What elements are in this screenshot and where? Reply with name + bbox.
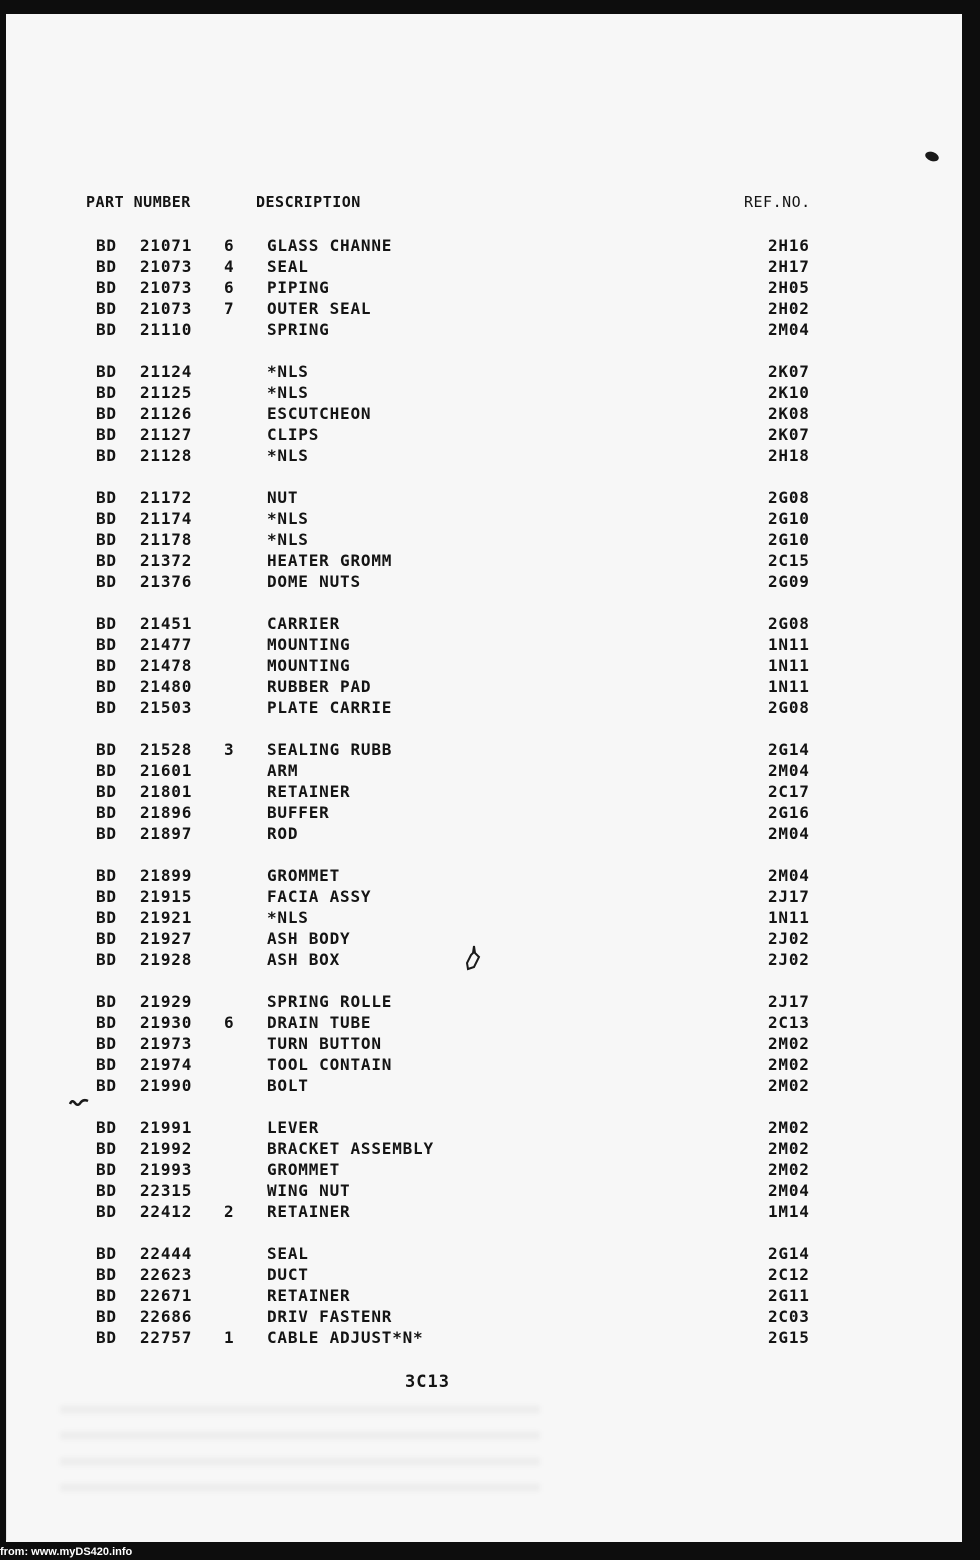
part-description: BOLT: [267, 1076, 309, 1095]
part-number: 21126: [140, 404, 193, 423]
part-description: CARRIER: [267, 614, 341, 633]
table-row: [0, 929, 980, 950]
part-prefix: BD: [96, 362, 117, 381]
column-headers: [0, 193, 980, 217]
table-row: [0, 656, 980, 677]
part-number: 21921: [140, 908, 193, 927]
part-number: 21801: [140, 782, 193, 801]
part-ref-no: 2G10: [768, 530, 810, 549]
table-row: [0, 236, 980, 257]
part-description: DUCT: [267, 1265, 309, 1284]
part-number: 21127: [140, 425, 193, 444]
header-description: DESCRIPTION: [256, 193, 361, 211]
table-row: [0, 992, 980, 1013]
table-row: [0, 1076, 980, 1097]
part-ref-no: 2J02: [768, 950, 810, 969]
part-description: BUFFER: [267, 803, 330, 822]
table-row: [0, 320, 980, 341]
part-ref-no: 2C17: [768, 782, 810, 801]
part-prefix: BD: [96, 1160, 117, 1179]
part-group: [0, 488, 980, 593]
part-description: SEAL: [267, 257, 309, 276]
part-prefix: BD: [96, 1244, 117, 1263]
part-number: 21993: [140, 1160, 193, 1179]
table-row: [0, 1034, 980, 1055]
part-prefix: BD: [96, 950, 117, 969]
header-ref-no: REF.NO.: [744, 193, 811, 211]
table-row: [0, 1265, 980, 1286]
part-ref-no: 1M14: [768, 1202, 810, 1221]
part-ref-no: 2M04: [768, 824, 810, 843]
table-row: [0, 572, 980, 593]
part-number: 22671: [140, 1286, 193, 1305]
part-number: 21451: [140, 614, 193, 633]
table-row: [0, 404, 980, 425]
part-number: 21990: [140, 1076, 193, 1095]
part-description: HEATER GROMM: [267, 551, 393, 570]
part-ref-no: 2H16: [768, 236, 810, 255]
part-description: GROMMET: [267, 866, 341, 885]
table-row: [0, 824, 980, 845]
part-number: 21930: [140, 1013, 193, 1032]
table-row: [0, 1160, 980, 1181]
part-number: 21372: [140, 551, 193, 570]
part-description: ARM: [267, 761, 299, 780]
part-description: TURN BUTTON: [267, 1034, 382, 1053]
part-prefix: BD: [96, 530, 117, 549]
part-number: 21172: [140, 488, 193, 507]
part-number: 21973: [140, 1034, 193, 1053]
part-ref-no: 2K07: [768, 362, 810, 381]
part-qty: 4: [224, 257, 235, 276]
table-row: [0, 446, 980, 467]
part-prefix: BD: [96, 1307, 117, 1326]
table-row: [0, 635, 980, 656]
table-row: [0, 1307, 980, 1328]
part-description: RETAINER: [267, 1202, 351, 1221]
page-number: 3C13: [405, 1372, 450, 1392]
part-description: GLASS CHANNE: [267, 236, 393, 255]
part-description: SPRING ROLLE: [267, 992, 393, 1011]
part-number: 21896: [140, 803, 193, 822]
part-prefix: BD: [96, 551, 117, 570]
part-number: 22757: [140, 1328, 193, 1347]
table-row: [0, 614, 980, 635]
part-description: CABLE ADJUST*N*: [267, 1328, 424, 1347]
part-ref-no: 1N11: [768, 656, 810, 675]
part-ref-no: 2C13: [768, 1013, 810, 1032]
part-number: 22412: [140, 1202, 193, 1221]
part-number: 21974: [140, 1055, 193, 1074]
part-description: DRIV FASTENR: [267, 1307, 393, 1326]
part-description: *NLS: [267, 509, 309, 528]
table-row: [0, 1202, 980, 1223]
part-ref-no: 2C15: [768, 551, 810, 570]
bleed-through-text: [60, 1405, 540, 1495]
part-prefix: BD: [96, 929, 117, 948]
part-ref-no: 2M04: [768, 1181, 810, 1200]
part-qty: 7: [224, 299, 235, 318]
part-ref-no: 2M02: [768, 1076, 810, 1095]
part-ref-no: 2M04: [768, 866, 810, 885]
part-prefix: BD: [96, 992, 117, 1011]
part-ref-no: 2G08: [768, 614, 810, 633]
part-number: 21991: [140, 1118, 193, 1137]
part-number: 21992: [140, 1139, 193, 1158]
part-ref-no: 2G16: [768, 803, 810, 822]
part-number: 21480: [140, 677, 193, 696]
table-row: [0, 299, 980, 320]
source-credit: from: www.myDS420.info: [0, 1545, 138, 1559]
part-ref-no: 2G09: [768, 572, 810, 591]
part-prefix: BD: [96, 761, 117, 780]
part-prefix: BD: [96, 446, 117, 465]
part-prefix: BD: [96, 740, 117, 759]
part-number: 21125: [140, 383, 193, 402]
table-row: [0, 1181, 980, 1202]
table-row: [0, 761, 980, 782]
part-number: 21928: [140, 950, 193, 969]
part-ref-no: 2H17: [768, 257, 810, 276]
part-description: LEVER: [267, 1118, 320, 1137]
part-prefix: BD: [96, 635, 117, 654]
part-description: ASH BODY: [267, 929, 351, 948]
part-group: [0, 1118, 980, 1223]
part-prefix: BD: [96, 1265, 117, 1284]
part-prefix: BD: [96, 1202, 117, 1221]
part-group: [0, 362, 980, 467]
part-number: 21174: [140, 509, 193, 528]
part-prefix: BD: [96, 677, 117, 696]
part-description: CLIPS: [267, 425, 320, 444]
part-ref-no: 2C12: [768, 1265, 810, 1284]
part-number: 21477: [140, 635, 193, 654]
table-row: [0, 887, 980, 908]
table-row: [0, 782, 980, 803]
table-row: [0, 740, 980, 761]
part-description: SEALING RUBB: [267, 740, 393, 759]
table-row: [0, 1244, 980, 1265]
part-number: 21128: [140, 446, 193, 465]
part-number: 22686: [140, 1307, 193, 1326]
part-prefix: BD: [96, 257, 117, 276]
table-row: [0, 488, 980, 509]
part-description: SPRING: [267, 320, 330, 339]
part-number: 21503: [140, 698, 193, 717]
part-description: RETAINER: [267, 1286, 351, 1305]
part-number: 21110: [140, 320, 193, 339]
part-prefix: BD: [96, 320, 117, 339]
part-description: WING NUT: [267, 1181, 351, 1200]
part-number: 21124: [140, 362, 193, 381]
part-group: [0, 1244, 980, 1349]
part-ref-no: 2H18: [768, 446, 810, 465]
part-prefix: BD: [96, 1139, 117, 1158]
part-prefix: BD: [96, 1328, 117, 1347]
part-ref-no: 2G08: [768, 488, 810, 507]
part-description: *NLS: [267, 383, 309, 402]
part-group: [0, 740, 980, 845]
part-ref-no: 1N11: [768, 677, 810, 696]
table-row: [0, 383, 980, 404]
part-number: 21528: [140, 740, 193, 759]
part-description: *NLS: [267, 446, 309, 465]
part-prefix: BD: [96, 824, 117, 843]
part-qty: 6: [224, 236, 235, 255]
part-group: [0, 992, 980, 1097]
part-prefix: BD: [96, 1181, 117, 1200]
part-description: NUT: [267, 488, 299, 507]
part-ref-no: 2K07: [768, 425, 810, 444]
part-description: DRAIN TUBE: [267, 1013, 372, 1032]
part-number: 21915: [140, 887, 193, 906]
part-ref-no: 2M04: [768, 761, 810, 780]
part-number: 21899: [140, 866, 193, 885]
part-number: 22315: [140, 1181, 193, 1200]
part-group: [0, 236, 980, 341]
part-ref-no: 2M02: [768, 1139, 810, 1158]
table-row: [0, 1055, 980, 1076]
part-ref-no: 2C03: [768, 1307, 810, 1326]
part-ref-no: 2G10: [768, 509, 810, 528]
part-description: DOME NUTS: [267, 572, 361, 591]
part-prefix: BD: [96, 278, 117, 297]
part-description: TOOL CONTAIN: [267, 1055, 393, 1074]
part-description: PIPING: [267, 278, 330, 297]
part-ref-no: 2M04: [768, 320, 810, 339]
part-qty: 3: [224, 740, 235, 759]
part-qty: 6: [224, 1013, 235, 1032]
part-group: [0, 614, 980, 719]
parts-list: [0, 236, 980, 1370]
part-prefix: BD: [96, 1076, 117, 1095]
part-prefix: BD: [96, 404, 117, 423]
part-prefix: BD: [96, 1013, 117, 1032]
part-ref-no: 2M02: [768, 1034, 810, 1053]
table-row: [0, 698, 980, 719]
table-row: [0, 362, 980, 383]
part-prefix: BD: [96, 908, 117, 927]
part-ref-no: 1N11: [768, 635, 810, 654]
part-prefix: BD: [96, 509, 117, 528]
part-number: 21927: [140, 929, 193, 948]
table-row: [0, 1139, 980, 1160]
part-prefix: BD: [96, 425, 117, 444]
part-ref-no: 2G14: [768, 1244, 810, 1263]
table-row: [0, 257, 980, 278]
part-ref-no: 2M02: [768, 1055, 810, 1074]
part-prefix: BD: [96, 656, 117, 675]
table-row: [0, 551, 980, 572]
part-number: 21071: [140, 236, 193, 255]
part-description: *NLS: [267, 908, 309, 927]
part-prefix: BD: [96, 698, 117, 717]
part-ref-no: 2G14: [768, 740, 810, 759]
part-prefix: BD: [96, 572, 117, 591]
table-row: [0, 1328, 980, 1349]
part-description: ROD: [267, 824, 299, 843]
table-row: [0, 278, 980, 299]
part-ref-no: 1N11: [768, 908, 810, 927]
part-ref-no: 2H05: [768, 278, 810, 297]
part-ref-no: 2J17: [768, 887, 810, 906]
table-row: [0, 1118, 980, 1139]
part-ref-no: 2J17: [768, 992, 810, 1011]
part-ref-no: 2G08: [768, 698, 810, 717]
part-description: OUTER SEAL: [267, 299, 372, 318]
table-row: [0, 509, 980, 530]
header-part-number: PART NUMBER: [86, 193, 191, 211]
part-prefix: BD: [96, 1034, 117, 1053]
part-prefix: BD: [96, 383, 117, 402]
part-prefix: BD: [96, 236, 117, 255]
part-prefix: BD: [96, 1118, 117, 1137]
table-row: [0, 908, 980, 929]
part-prefix: BD: [96, 299, 117, 318]
part-prefix: BD: [96, 782, 117, 801]
part-qty: 1: [224, 1328, 235, 1347]
part-qty: 6: [224, 278, 235, 297]
part-description: MOUNTING: [267, 656, 351, 675]
part-description: BRACKET ASSEMBLY: [267, 1139, 434, 1158]
part-description: PLATE CARRIE: [267, 698, 393, 717]
part-number: 21478: [140, 656, 193, 675]
part-ref-no: 2J02: [768, 929, 810, 948]
part-prefix: BD: [96, 887, 117, 906]
part-description: ASH BOX: [267, 950, 341, 969]
table-row: [0, 803, 980, 824]
part-prefix: BD: [96, 1286, 117, 1305]
part-description: GROMMET: [267, 1160, 341, 1179]
part-number: 21929: [140, 992, 193, 1011]
part-qty: 2: [224, 1202, 235, 1221]
part-description: *NLS: [267, 362, 309, 381]
part-prefix: BD: [96, 1055, 117, 1074]
part-number: 22623: [140, 1265, 193, 1284]
part-number: 21178: [140, 530, 193, 549]
part-ref-no: 2G15: [768, 1328, 810, 1347]
part-ref-no: 2K10: [768, 383, 810, 402]
part-prefix: BD: [96, 866, 117, 885]
table-row: [0, 866, 980, 887]
part-ref-no: 2H02: [768, 299, 810, 318]
part-prefix: BD: [96, 488, 117, 507]
part-number: 21897: [140, 824, 193, 843]
part-description: FACIA ASSY: [267, 887, 372, 906]
part-description: *NLS: [267, 530, 309, 549]
part-group: [0, 866, 980, 971]
part-number: 21073: [140, 299, 193, 318]
part-description: RUBBER PAD: [267, 677, 372, 696]
part-ref-no: 2M02: [768, 1160, 810, 1179]
table-row: [0, 1286, 980, 1307]
table-row: [0, 677, 980, 698]
part-number: 22444: [140, 1244, 193, 1263]
part-description: ESCUTCHEON: [267, 404, 372, 423]
part-description: SEAL: [267, 1244, 309, 1263]
part-number: 21376: [140, 572, 193, 591]
table-row: [0, 950, 980, 971]
part-prefix: BD: [96, 614, 117, 633]
part-number: 21601: [140, 761, 193, 780]
part-ref-no: 2G11: [768, 1286, 810, 1305]
part-description: RETAINER: [267, 782, 351, 801]
part-number: 21073: [140, 257, 193, 276]
table-row: [0, 425, 980, 446]
part-description: MOUNTING: [267, 635, 351, 654]
part-ref-no: 2M02: [768, 1118, 810, 1137]
table-row: [0, 530, 980, 551]
part-number: 21073: [140, 278, 193, 297]
part-prefix: BD: [96, 803, 117, 822]
table-row: [0, 1013, 980, 1034]
part-ref-no: 2K08: [768, 404, 810, 423]
